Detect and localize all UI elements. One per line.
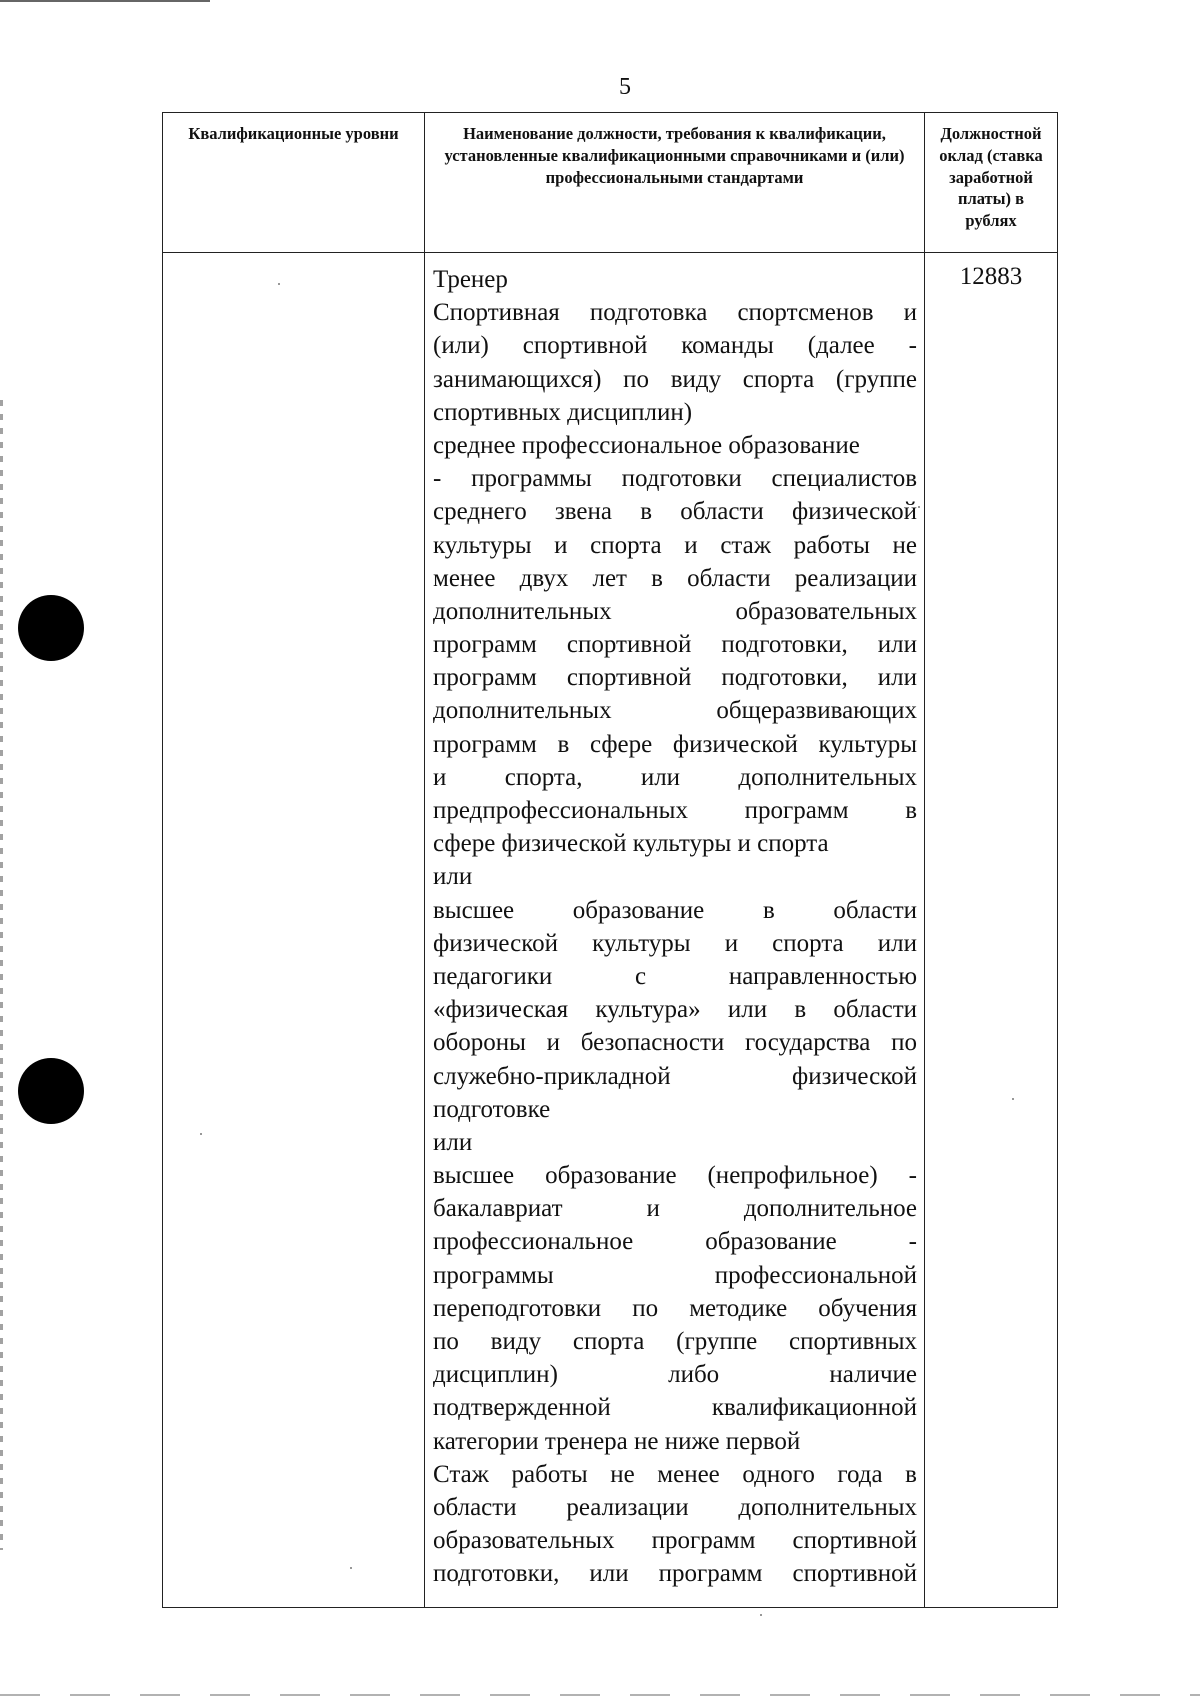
requirement-line: или bbox=[433, 863, 473, 891]
punch-hole-lower bbox=[18, 1058, 84, 1124]
requirement-line: - программы подготовки специалистов bbox=[433, 465, 917, 493]
requirement-line: переподготовки по методике обучения bbox=[433, 1294, 917, 1322]
requirement-line: и спорта, или дополнительных bbox=[433, 763, 917, 791]
requirement-line: области реализации дополнительных bbox=[433, 1493, 917, 1521]
requirement-line: программы профессиональной bbox=[433, 1261, 917, 1289]
cell-position-requirements bbox=[425, 253, 925, 1608]
requirement-line: категории тренера не ниже первой bbox=[433, 1427, 801, 1455]
requirement-line: педагогики с направленностью bbox=[433, 962, 917, 990]
requirement-line: профессиональное образование - bbox=[433, 1228, 917, 1256]
cell-level bbox=[163, 253, 425, 1608]
requirement-line: бакалавриат и дополнительное bbox=[433, 1195, 917, 1223]
requirement-line: среднего звена в области физической bbox=[433, 498, 917, 526]
requirement-line: сфере физической культуры и спорта bbox=[433, 830, 829, 858]
requirement-line: менее двух лет в области реализации bbox=[433, 564, 917, 592]
header-qualification-levels: Квалификационные уровни bbox=[163, 113, 425, 253]
header-position-requirements: Наименование должности, требования к квалификации, установленные квалификационными справочниками и (или) профессиональными стандартами bbox=[425, 113, 925, 253]
requirement-line: подготовки, или программ спортивной bbox=[433, 1560, 917, 1588]
punch-hole-upper bbox=[18, 595, 84, 661]
table-row bbox=[163, 253, 1058, 1608]
requirement-line: программ спортивной подготовки, или bbox=[433, 631, 917, 659]
requirement-line: дополнительных общеразвивающих bbox=[433, 697, 917, 725]
requirement-line: дополнительных образовательных bbox=[433, 597, 917, 625]
requirement-line: предпрофессиональных программ в bbox=[433, 797, 917, 824]
requirement-line: культуры и спорта и стаж работы не bbox=[433, 531, 917, 559]
salary-value: 12883 bbox=[959, 263, 1023, 290]
scan-speck bbox=[760, 1614, 762, 1616]
requirement-line: физической культуры и спорта или bbox=[433, 929, 917, 957]
requirement-line: дисциплин) либо наличие bbox=[433, 1361, 917, 1389]
requirement-line: программ спортивной подготовки, или bbox=[433, 664, 917, 692]
header-salary: Должностной оклад (ставка заработной платы) в рублях bbox=[925, 113, 1058, 253]
requirement-line: Тренер bbox=[433, 266, 508, 293]
requirement-line: или bbox=[433, 1128, 473, 1156]
requirement-line: спортивных дисциплин) bbox=[433, 398, 693, 426]
requirement-line: Спортивная подготовка спортсменов и bbox=[433, 299, 917, 327]
scan-edge-left bbox=[0, 400, 3, 1550]
requirement-line: Стаж работы не менее одного года в bbox=[433, 1460, 917, 1488]
cell-salary bbox=[925, 253, 1058, 1608]
scan-edge-top bbox=[0, 0, 210, 2]
scan-edge-bottom bbox=[0, 1694, 1200, 1696]
requirement-line: образовательных программ спортивной bbox=[433, 1527, 917, 1555]
requirement-line: высшее образование (непрофильное) - bbox=[433, 1162, 917, 1190]
requirement-line: «физическая культура» или в области bbox=[433, 996, 917, 1024]
requirement-line: высшее образование в области bbox=[433, 896, 917, 924]
requirement-line: (или) спортивной команды (далее - bbox=[433, 332, 917, 360]
requirement-line: подтвержденной квалификационной bbox=[433, 1394, 917, 1422]
requirement-line: служебно-прикладной физической bbox=[433, 1062, 917, 1090]
level-value bbox=[163, 253, 424, 1607]
requirements-text bbox=[433, 263, 917, 1591]
requirement-line: по виду спорта (группе спортивных bbox=[433, 1328, 917, 1355]
requirement-line: программ в сфере физической культуры bbox=[433, 730, 917, 758]
requirement-line: занимающихся) по виду спорта (группе bbox=[433, 365, 917, 393]
qualification-table bbox=[162, 112, 1058, 1608]
page-number: 5 bbox=[619, 74, 631, 100]
requirement-line: подготовке bbox=[433, 1095, 551, 1123]
table-header-row bbox=[163, 113, 1058, 253]
requirement-line: среднее профессиональное образование bbox=[433, 431, 860, 459]
requirement-line: обороны и безопасности государства по bbox=[433, 1029, 917, 1057]
